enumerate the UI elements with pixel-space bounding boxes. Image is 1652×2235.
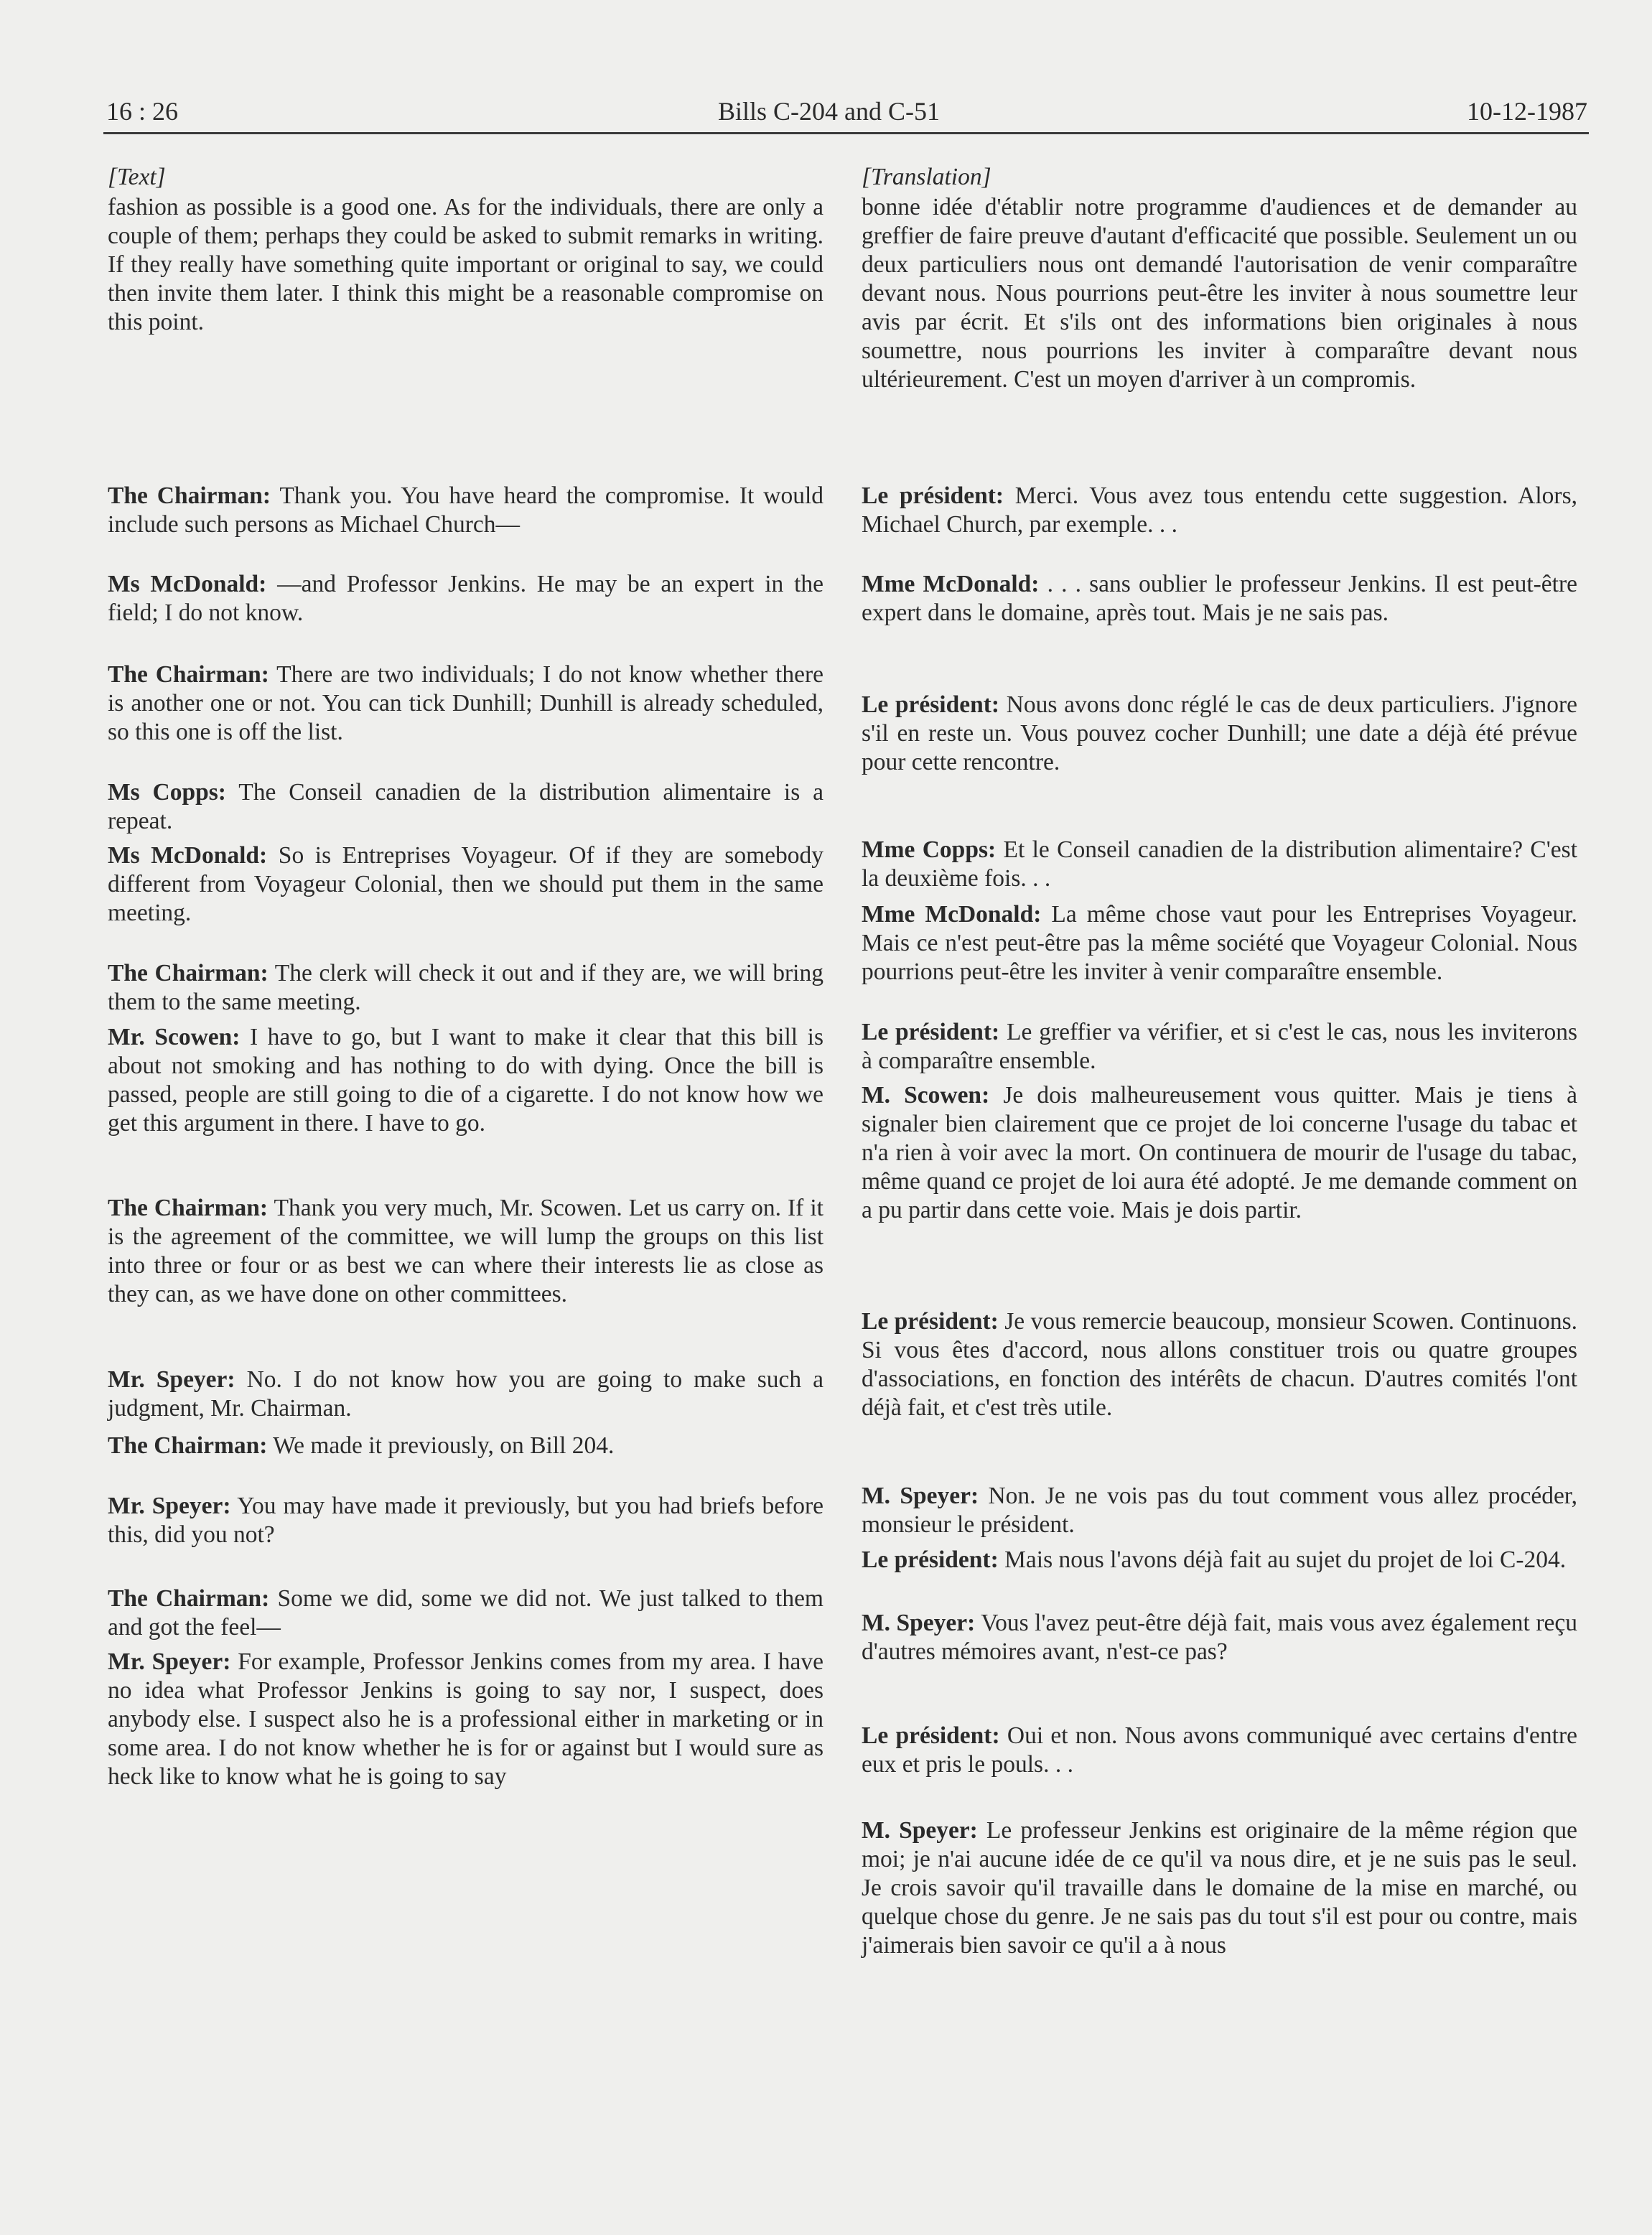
paragraph xyxy=(862,900,1577,986)
paragraph xyxy=(108,1492,823,1549)
paragraph xyxy=(108,841,823,928)
speech: Oui et non. Nous avons communiqué avec certains d'entre eux et pris le pouls. . . xyxy=(862,1722,1577,1778)
paragraph xyxy=(108,661,823,747)
speech: Merci. Vous avez tous entendu cette suggestion. Alors, Michael Church, par exemple. . . xyxy=(862,482,1577,538)
speech: We made it previously, on Bill 204. xyxy=(267,1432,615,1459)
speaker: The Chairman: xyxy=(108,1195,269,1221)
speech: There are two individuals; I do not know whether there is another one or not. You can tick Dunhill; Dunhill is already scheduled, so this one is off the list. xyxy=(108,661,823,745)
speaker: Ms Copps: xyxy=(108,779,226,806)
translation-label: [Translation] xyxy=(862,164,991,190)
paragraph xyxy=(862,1609,1577,1666)
header-rule xyxy=(103,132,1589,134)
page-title: Bills C-204 and C-51 xyxy=(718,97,941,126)
speaker: The Chairman: xyxy=(108,1585,270,1612)
speech: fashion as possible is a good one. As for the individuals, there are only a couple of them; perhaps they could be asked to submit remarks in writing. If they really have something quite important or original to say, we could then invite them later. I think this might be a reasonable compromise on this point. xyxy=(108,194,823,335)
speaker: Mr. Speyer: xyxy=(108,1648,231,1675)
speech: Mais nous l'avons déjà fait au sujet du projet de loi C-204. xyxy=(998,1546,1567,1573)
paragraph xyxy=(862,1722,1577,1779)
page-number: 16 : 26 xyxy=(106,97,179,126)
speech: —and Professor Jenkins. He may be an expert in the field; I do not know. xyxy=(108,571,824,626)
speech: Vous l'avez peut-être déjà fait, mais vous avez également reçu d'autres mémoires avant, n'est-ce pas? xyxy=(862,1610,1577,1665)
speech: For example, Professor Jenkins comes from my area. I have no idea what Professor Jenkins is going to say nor, I suspect, does anybody else. I suspect also he is a professional either in marketing or in some area. I do not know whether he is for or against but I would sure as heck like to know what he is going to say xyxy=(108,1648,824,1790)
speaker: Le président: xyxy=(862,691,1000,718)
speech: I have to go, but I want to make it clear that this bill is about not smoking and has nothing to do with dying. Once the bill is passed, people are still going to die of a cigarette. I do not know how we get this argument in there. I have to go. xyxy=(108,1024,823,1137)
speech: The clerk will check it out and if they are, we will bring them to the same meeting. xyxy=(108,960,823,1015)
paragraph xyxy=(108,1585,823,1642)
speech: You may have made it previously, but you had briefs before this, did you not? xyxy=(108,1493,824,1548)
speaker: Le président: xyxy=(862,482,1004,509)
speaker: Mme McDonald: xyxy=(862,901,1042,928)
speaker: The Chairman: xyxy=(108,482,271,509)
text-label: [Text] xyxy=(108,164,166,190)
paragraph xyxy=(108,1648,823,1791)
paragraph xyxy=(108,1194,823,1309)
speaker: The Chairman: xyxy=(108,1432,268,1459)
speaker: The Chairman: xyxy=(108,661,269,688)
speaker: M. Speyer: xyxy=(862,1610,976,1636)
speaker: M. Speyer: xyxy=(862,1817,978,1844)
paragraph xyxy=(108,1023,823,1138)
speech: Je vous remercie beaucoup, monsieur Scowen. Continuons. Si vous êtes d'accord, nous allons constituer trois ou quatre groupes d'associations, en fonction des intérêts de chacun. D'autres comités l'ont déjà fait, et c'est très utile. xyxy=(862,1308,1578,1421)
speech: Et le Conseil canadien de la distribution alimentaire? C'est la deuxième fois. . . xyxy=(862,836,1577,892)
speech: Nous avons donc réglé le cas de deux particuliers. J'ignore s'il en reste un. Vous pouvez cocher Dunhill; une date a déjà été prévue pour cette rencontre. xyxy=(862,691,1577,775)
speech: Thank you. You have heard the compromise. It would include such persons as Michael Church— xyxy=(108,482,823,538)
paragraph xyxy=(108,570,823,627)
speaker: Ms McDonald: xyxy=(108,842,268,869)
speech: Le greffier va vérifier, et si c'est le cas, nous les inviterons à comparaître ensemble. xyxy=(862,1019,1577,1074)
paragraph xyxy=(108,778,823,836)
speaker: Le président: xyxy=(862,1019,1000,1045)
speaker: Le président: xyxy=(862,1546,999,1573)
paragraph xyxy=(862,1307,1577,1422)
speaker: The Chairman: xyxy=(108,960,269,986)
paragraph xyxy=(862,1546,1577,1574)
paragraph xyxy=(108,1432,823,1460)
speaker: Mr. Speyer: xyxy=(108,1366,235,1393)
speech: No. I do not know how you are going to make such a judgment, Mr. Chairman. xyxy=(108,1366,823,1422)
speaker: Mr. Speyer: xyxy=(108,1493,231,1519)
speech: Je dois malheureusement vous quitter. Mais je tiens à signaler bien clairement que ce projet de loi concerne l'usage du tabac et n'a rien à voir avec la mort. On continuera de mourir de l'usage du tabac, même quand ce projet de loi aura été adopté. Je me demande comment on a pu partir dans cette voie. Mais je dois partir. xyxy=(862,1082,1578,1223)
speaker: Ms McDonald: xyxy=(108,571,267,597)
speech: Non. Je ne vois pas du tout comment vous allez procéder, monsieur le président. xyxy=(862,1483,1577,1538)
paragraph xyxy=(862,1482,1577,1539)
speech: . . . sans oublier le professeur Jenkins. Il est peut-être expert dans le domaine, après tout. Mais je ne sais pas. xyxy=(862,571,1577,626)
speaker: Le président: xyxy=(862,1308,999,1335)
paragraph xyxy=(862,836,1577,893)
speaker: M. Scowen: xyxy=(862,1082,990,1109)
speech: bonne idée d'établir notre programme d'audiences et de demander au greffier de faire preuve d'autant d'efficacité que possible. Seulement un ou deux particuliers nous ont demandé l'autorisation de venir comparaître devant nous. Nous pourrions peut-être les inviter à nous soumettre leur avis par écrit. Et s'ils ont des informations bien originales à nous soumettre, nous pourrions les inviter à comparaître devant nous ultérieurement. C'est un moyen d'arriver à un compromis. xyxy=(862,194,1577,393)
speech: Some we did, some we did not. We just talked to them and got the feel— xyxy=(108,1585,823,1641)
paragraph xyxy=(108,193,823,337)
paragraph xyxy=(862,193,1577,394)
speaker: Le président: xyxy=(862,1722,1000,1749)
paragraph xyxy=(862,691,1577,777)
speaker: Mr. Scowen: xyxy=(108,1024,241,1050)
paragraph xyxy=(108,959,823,1017)
paragraph xyxy=(862,482,1577,539)
speech: La même chose vaut pour les Entreprises Voyageur. Mais ce n'est peut-être pas la même société que Voyageur Colonial. Nous pourrions peut-être les inviter à venir comparaître ensemble. xyxy=(862,901,1577,985)
speech: Le professeur Jenkins est originaire de la même région que moi; je n'ai aucune idée de ce qu'il va nous dire, et je ne suis pas le seul. Je crois savoir qu'il travaille dans le domaine de la mise en marché, ou quelque chose du genre. Je ne sais pas du tout s'il est pour ou contre, mais j'aimerais bien savoir ce qu'il a à nous xyxy=(862,1817,1577,1959)
paragraph xyxy=(862,570,1577,627)
speaker: M. Speyer: xyxy=(862,1483,979,1509)
paragraph xyxy=(862,1816,1577,1960)
speaker: Mme Copps: xyxy=(862,836,997,863)
speech: So is Entreprises Voyageur. Of if they are somebody different from Voyageur Colonial, then we should put them in the same meeting. xyxy=(108,842,823,926)
page-date: 10-12-1987 xyxy=(1467,97,1587,126)
speech: Thank you very much, Mr. Scowen. Let us carry on. If it is the agreement of the committee, we will lump the groups on this list into three or four or as best we can where their interests lie as close as they can, as we have done on other committees. xyxy=(108,1195,823,1307)
paragraph xyxy=(862,1081,1577,1225)
paragraph xyxy=(108,482,823,539)
speaker: Mme McDonald: xyxy=(862,571,1040,597)
paragraph xyxy=(862,1018,1577,1075)
paragraph xyxy=(108,1366,823,1423)
speech: The Conseil canadien de la distribution alimentaire is a repeat. xyxy=(108,779,823,834)
